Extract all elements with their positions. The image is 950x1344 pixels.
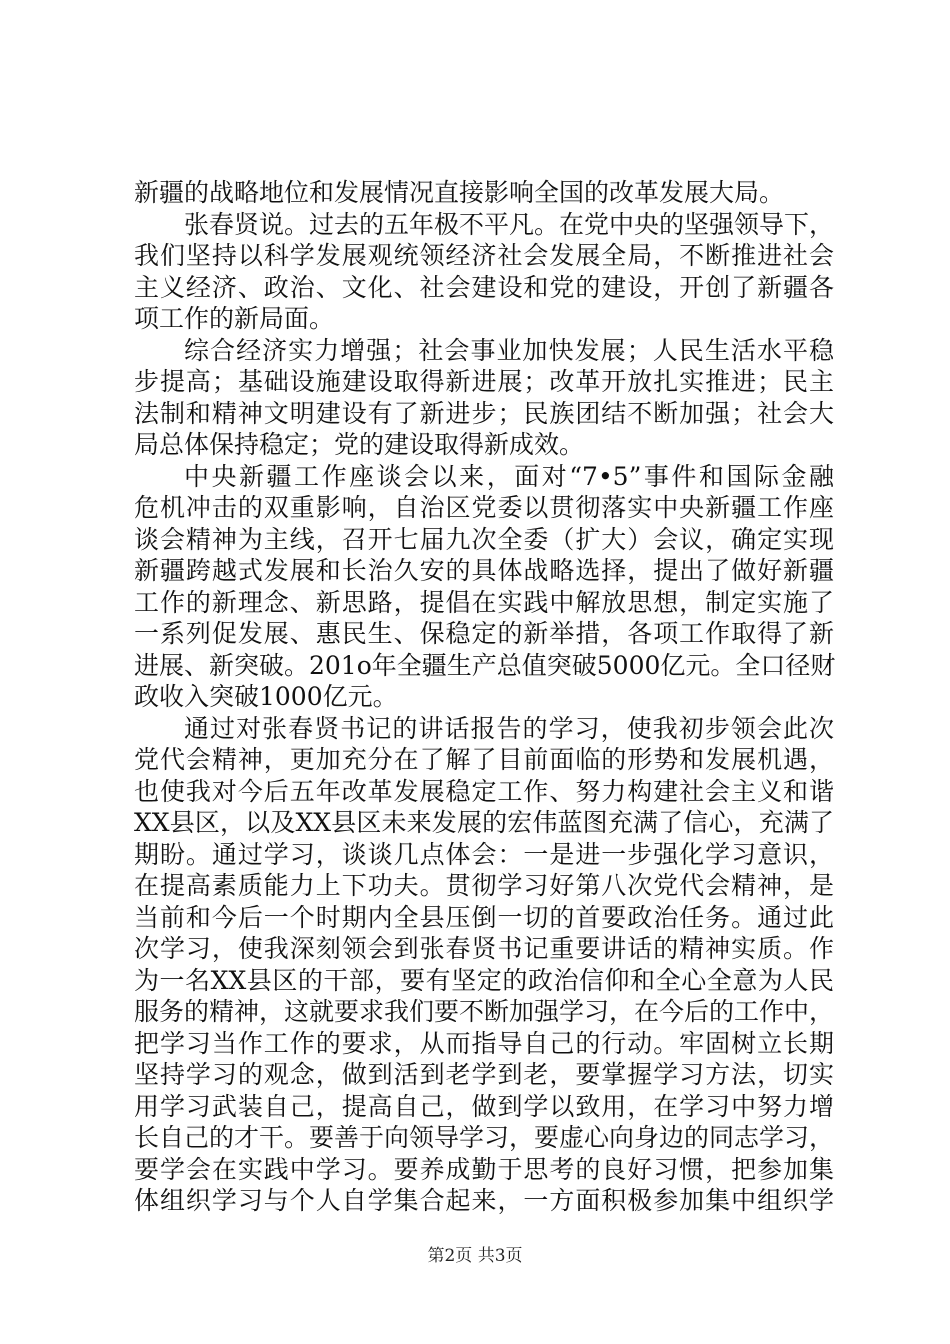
text-line: 体组织学习与个人自学集合起来，一方面积极参加集中组织学 [134, 1186, 834, 1215]
text-line: 要学会在实践中学习。要养成勤于思考的良好习惯，把参加集 [134, 1154, 834, 1184]
text-line: XX县区，以及XX县区未来发展的宏伟蓝图充满了信心，充满了 [134, 808, 834, 837]
text-line: 党代会精神，更加充分在了解了目前面临的形势和发展机遇， [134, 745, 834, 774]
text-line: 把学习当作工作的要求，从而指导自己的行动。牢固树立长期 [134, 1028, 834, 1058]
page-footer: 第2页 共3页 [427, 1246, 523, 1266]
text-line: 项工作的新局面。 [134, 304, 335, 333]
text-line: 坚持学习的观念，做到活到老学到老，要掌握学习方法，切实 [134, 1060, 834, 1089]
text-line: 用学习武装自己，提高自己，做到学以致用，在学习中努力增 [134, 1091, 834, 1121]
text-line: 通过对张春贤书记的讲话报告的学习，使我初步领会此次 [184, 713, 834, 743]
text-line: 次学习，使我深刻领会到张春贤书记重要讲话的精神实质。作 [134, 934, 834, 963]
text-line: 进展、新突破。201o年全疆生产总值突破5000亿元。全口径财 [134, 650, 836, 680]
text-line: 工作的新理念、新思路，提倡在实践中解放思想，制定实施了 [134, 587, 834, 617]
text-line: 我们坚持以科学发展观统领经济社会发展全局，不断推进社会 [134, 241, 834, 270]
text-line: 综合经济实力增强；社会事业加快发展；人民生活水平稳 [184, 335, 834, 365]
text-line: 当前和今后一个时期内全县压倒一切的首要政治任务。通过此 [134, 902, 834, 932]
text-line: 谈会精神为主线，召开七届九次全委（扩大）会议，确定实现 [134, 524, 834, 554]
text-line: 政收入突破1000亿元。 [134, 682, 398, 711]
text-line: 主义经济、政治、文化、社会建设和党的建设，开创了新疆各 [134, 272, 834, 302]
text-line: 新疆的战略地位和发展情况直接影响全国的改革发展大局。 [134, 178, 785, 207]
text-line: 也使我对今后五年改革发展稳定工作、努力构建社会主义和谐 [134, 776, 834, 806]
text-line: 局总体保持稳定；党的建设取得新成效。 [134, 430, 585, 459]
text-line: 中央新疆工作座谈会以来，面对“7•5”事件和国际金融 [184, 461, 834, 491]
text-line: 危机冲击的双重影响，自治区党委以贯彻落实中央新疆工作座 [134, 493, 834, 522]
text-line: 服务的精神，这就要求我们要不断加强学习，在今后的工作中， [134, 997, 835, 1026]
text-line: 新疆跨越式发展和长治久安的具体战略选择，提出了做好新疆 [134, 556, 834, 585]
text-line: 为一名XX县区的干部，要有坚定的政治信仰和全心全意为人民 [134, 965, 834, 995]
text-line: 法制和精神文明建设有了新进步；民族团结不断加强；社会大 [134, 398, 834, 428]
text-line: 步提高；基础设施建设取得新进展；改革开放扎实推进；民主 [134, 367, 834, 396]
text-line: 期盼。通过学习，谈谈几点体会：一是进一步强化学习意识， [134, 839, 834, 869]
text-line: 长自己的才干。要善于向领导学习，要虚心向身边的同志学习， [134, 1123, 835, 1152]
text-line: 在提高素质能力上下功夫。贯彻学习好第八次党代会精神，是 [134, 871, 834, 900]
text-line: 张春贤说。过去的五年极不平凡。在党中央的坚强领导下， [184, 209, 835, 239]
text-line: 一系列促发展、惠民生、保稳定的新举措，各项工作取得了新 [134, 619, 834, 648]
